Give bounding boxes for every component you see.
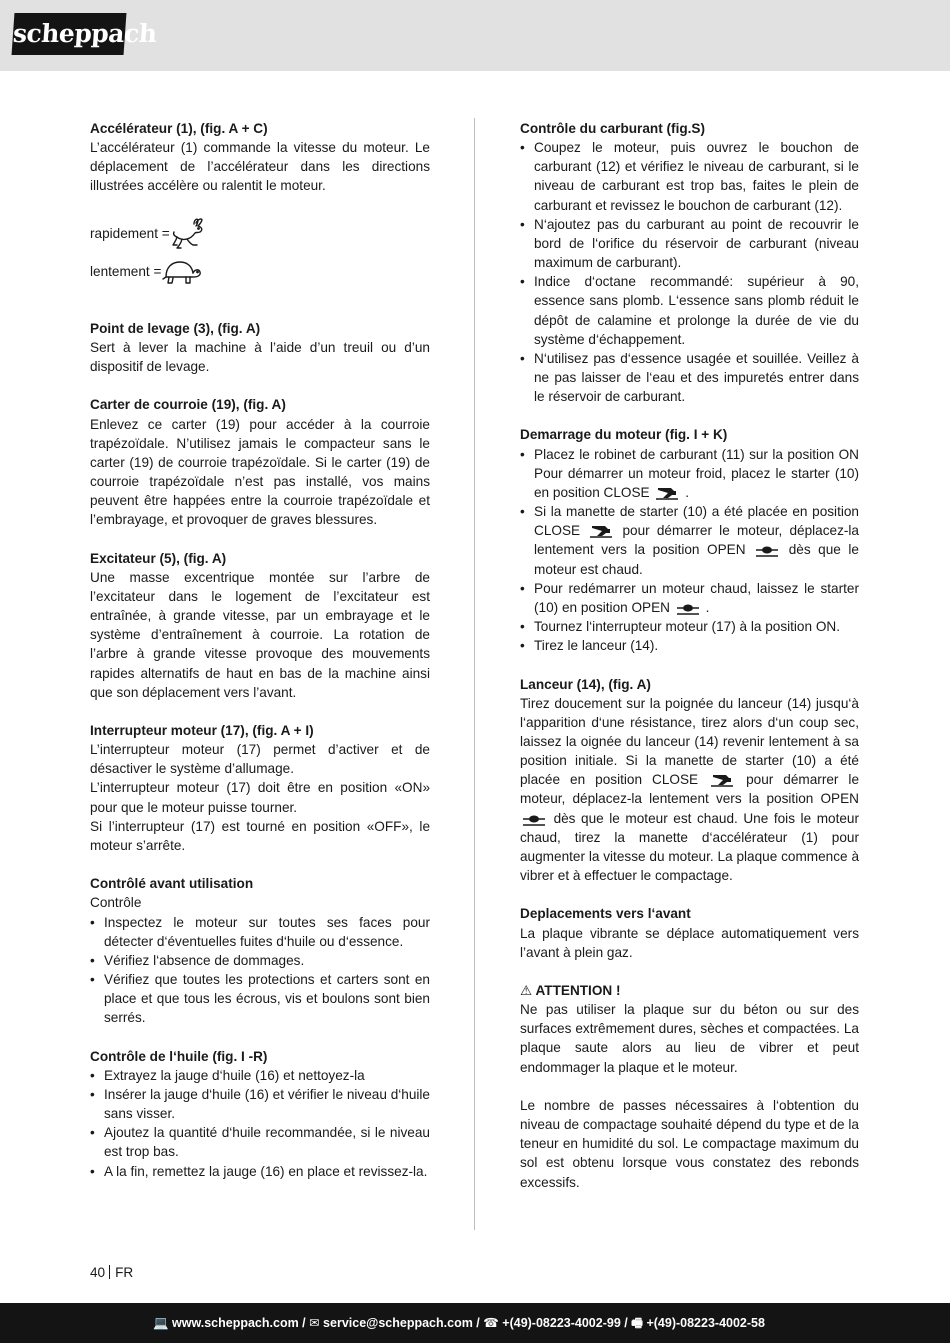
rabbit-icon <box>171 217 207 251</box>
choke-open-icon <box>755 543 779 557</box>
text-run: dès que le moteur est chaud. Une fois le moteur chaud, tirez la manette d‘accélérateur (1) pour augmenter la vitesse du moteur. La plaque commence à vibrer et à effectuer le compactage. <box>520 810 859 884</box>
language-code: FR <box>115 1265 134 1280</box>
list-item: • Tirez le lanceur (14). <box>520 636 859 655</box>
right-column <box>520 119 859 1211</box>
section-pre-use-check <box>90 874 430 1027</box>
item-text: Si la manette de starter (10) a été placée en position CLOSE <box>534 504 859 539</box>
list-item: • Ajoutez la quantité d‘huile recommandée, si le niveau est trop bas. <box>90 1123 430 1161</box>
page-number <box>90 1265 133 1280</box>
section-text <box>520 694 859 886</box>
section-text: Si l’interrupteur (17) est tourné en position «OFF», le moteur s’arrête. <box>90 818 430 853</box>
list-item: • Vérifiez que toutes les protections et carters sont en place et que tous les écrous, vis et boulons sont bien serrés. <box>90 970 430 1027</box>
section-title: Carter de courroie (19), (fig. A) <box>90 397 286 413</box>
column-divider <box>474 118 475 1230</box>
section-text: Une masse excentrique montée sur l’arbre de l’excitateur dans le logement de l’excitateur est entraînée, à grande vitesse, par un embrayage et le système d’entraînement à courroie. La rotation de l’arbre à grande vitesse provoque des mouvements rapides alternatifs de haut en bas de la machine ainsi que son déplacement vers l’avant. <box>90 569 430 700</box>
bullet-list <box>520 138 859 406</box>
section-text: L’accélérateur (1) commande la vitesse du moteur. Le déplacement de l’accélérateur dans les directions illustrées accélère ou ralentit le moteur. <box>90 140 430 194</box>
bullet-list <box>90 913 430 1028</box>
item-text: dès que le moteur est chaud. <box>534 542 859 577</box>
section-title: Deplacements vers l‘avant <box>520 906 691 922</box>
contact-info: 💻 www.scheppach.com / ✉ service@scheppach.com / ☎ +(49)-08223-4002-99 / 🖷 +(49)-08223-4002-58 <box>153 1316 765 1330</box>
item-text: . <box>705 599 710 615</box>
section-text: Enlevez ce carter (19) pour accéder à la courroie trapézoïdale. N’utilisez jamais le compacteur sans le carter (19) de courroie trapézoïdale. Si le carter (19) de courroie trapézoïdale n’est pas installé, vos mains peuvent être happées entre la courroie trapézoïdale et l’embrayage, et provoquer de graves blessures. <box>90 416 430 528</box>
list-item: • Extrayez la jauge d‘huile (16) et nettoyez-la <box>90 1066 430 1085</box>
slow-label: lentement = <box>90 264 162 280</box>
page-footer <box>0 1303 950 1343</box>
choke-close-icon <box>655 486 679 500</box>
list-item: • Coupez le moteur, puis ouvrez le bouchon de carburant (12) et vérifiez le niveau de carburant, si le niveau de carburant est trop bas, faites le plein de carburant et revissez le bouchon de carburant (12). <box>520 138 859 215</box>
spacer <box>90 291 430 319</box>
list-item: • Tournez l‘interrupteur moteur (17) à la position ON. <box>520 617 859 636</box>
section-text: L’interrupteur moteur (17) doit être en position «ON» pour que le moteur puisse tourner. <box>90 780 430 815</box>
section-lifting-point <box>90 319 430 376</box>
list-item: • Inspectez le moteur sur toutes ses faces pour détecter d‘éventuelles fuites d‘huile ou d‘essence. <box>90 913 430 951</box>
section-engine-switch <box>90 721 430 855</box>
section-starter-pull <box>520 675 859 886</box>
text-run: Tirez doucement sur la poignée du lanceur (14) jusqu‘à l‘apparition d‘une résistance, tirez alors d‘un coup sec, laissez la oignée du lanceur (14) revenir lentement à sa position initiale. Si la manette de starter (10) a été placée en position CLOSE <box>520 695 859 788</box>
section-text: Sert à lever la machine à l’aide d’un treuil ou d’un dispositif de levage. <box>90 339 430 375</box>
section-forward-movement <box>520 904 859 961</box>
list-item <box>520 445 859 502</box>
list-item: • Vérifiez l‘absence de dommages. <box>90 951 430 970</box>
section-belt-cover <box>90 395 430 529</box>
section-attention <box>520 981 859 1077</box>
section-text: L’interrupteur moteur (17) permet d’activer et de désactiver le système d’allumage. <box>90 742 430 777</box>
section-engine-start <box>520 425 859 655</box>
section-text: La plaque vibrante se déplace automatiquement vers l’avant à plein gaz. <box>520 925 859 960</box>
choke-close-icon <box>589 524 613 538</box>
separator <box>109 1265 110 1279</box>
section-title: Contrôle de l‘huile (fig. I -R) <box>90 1048 268 1064</box>
fast-label: rapidement = <box>90 226 170 242</box>
text-run: pour démarrer le moteur, déplacez-la lentement vers la position OPEN <box>520 772 860 807</box>
list-item: • N‘utilisez pas d‘essence usagée et souillée. Veillez à ne pas laisser de l‘eau et des impuretés entrer dans le réservoir de carburant. <box>520 349 859 406</box>
turtle-icon <box>162 257 202 287</box>
brand-logo: scheppach <box>12 13 127 55</box>
section-text: Ne pas utiliser la plaque sur du béton ou sur des surfaces extrêmement dures, sèches et compactées. La plaque saute alors au lieu de vibrer et peut endommager la plaque et le moteur. <box>520 1002 859 1075</box>
section-accelerator <box>90 119 430 319</box>
list-item: • Insérer la jauge d‘huile (16) et vérifier le niveau d‘huile sans visser. <box>90 1085 430 1123</box>
left-column <box>90 119 430 1200</box>
page-header <box>0 0 950 71</box>
page-number-value: 40 <box>90 1265 106 1280</box>
section-title: Demarrage du moteur (fig. I + K) <box>520 427 728 443</box>
list-item <box>520 502 859 579</box>
section-title: Interrupteur moteur (17), (fig. A + I) <box>90 723 314 738</box>
section-fuel-check <box>520 119 859 406</box>
list-item <box>520 579 859 617</box>
fast-row <box>90 215 430 253</box>
section-title: Contrôlé avant utilisation <box>90 876 254 892</box>
section-title: Accélérateur (1), (fig. A + C) <box>90 121 268 136</box>
section-oil-check <box>90 1047 430 1181</box>
section-subtitle: Contrôle <box>90 895 142 911</box>
list-item: • Indice d‘octane recommandé: supérieur à 90, essence sans plomb. L‘essence sans plomb réduit le dépôt de calamine et prolonge la durée de vie du système d‘échappement. <box>520 272 859 349</box>
choke-open-icon <box>522 812 546 826</box>
warning-title: ⚠ ATTENTION ! <box>520 982 621 998</box>
choke-close-icon <box>710 773 734 787</box>
choke-open-icon <box>676 601 700 615</box>
item-text: Placez le robinet de carburant (11) sur la position ON Pour démarrer un moteur froid, placez le starter (10) en position CLOSE <box>534 446 859 500</box>
item-text: pour démarrer le moteur, déplacez-la lentement vers la position OPEN <box>534 523 859 558</box>
item-text: . <box>685 484 689 500</box>
section-title: Lanceur (14), (fig. A) <box>520 676 651 692</box>
slow-row <box>90 253 430 291</box>
section-title: Point de levage (3), (fig. A) <box>90 320 261 336</box>
section-exciter <box>90 549 430 702</box>
bullet-list <box>520 445 859 656</box>
list-item: • N‘ajoutez pas du carburant au point de recouvrir le bord de l‘orifice du réservoir de carburant (niveau maximum de carburant). <box>520 215 859 272</box>
section-text: Le nombre de passes nécessaires à l‘obtention du niveau de compactage souhaité dépend du type et de la teneur en humidité du sol. Le compactage maximum du sol est obtenu lorsque vous constatez des rebonds excessifs. <box>520 1097 859 1190</box>
section-compaction-note <box>520 1096 859 1192</box>
spacer <box>90 196 430 215</box>
list-item: • A la fin, remettez la jauge (16) en place et revissez-la. <box>90 1162 430 1181</box>
section-title: Contrôle du carburant (fig.S) <box>520 121 706 136</box>
item-text: Pour redémarrer un moteur chaud, laissez le starter (10) en position OPEN <box>534 580 859 615</box>
bullet-list <box>90 1066 430 1181</box>
section-title: Excitateur (5), (fig. A) <box>90 550 227 566</box>
